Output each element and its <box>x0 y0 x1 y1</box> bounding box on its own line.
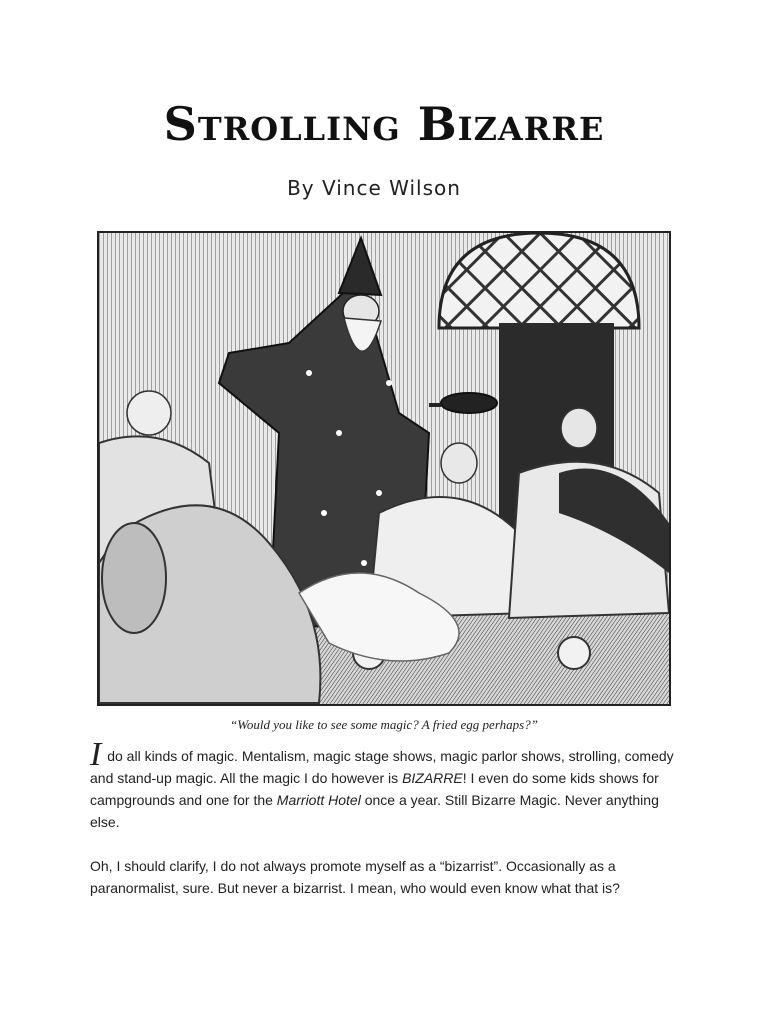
paragraph-2: Oh, I should clarify, I do not always promote myself as a “bizarrist”. Occasionally as a paranormalist, sure. But never a bizarrist. I mean, who would even know what that is? <box>90 858 620 896</box>
emphasis-bizarre: BIZARRE <box>402 770 463 786</box>
illustration-caption: “Would you like to see some magic? A fried egg perhaps?” <box>230 717 538 732</box>
wizard-engraving-image <box>99 233 669 704</box>
emphasis-marriott-hotel: Marriott Hotel <box>276 792 361 808</box>
page-title: Strolling Bizarre <box>163 97 605 151</box>
paragraph-1 <box>90 736 682 833</box>
paragraph-1-text-3: once a year. Still Bizarre Magic. Never anything else. <box>90 792 659 830</box>
illustration-image <box>97 231 671 706</box>
byline: By Vince Wilson <box>287 176 461 200</box>
paragraph-1-text-2: ! I even do some kids shows for campgrounds and one for the <box>90 770 659 808</box>
drop-cap: I <box>90 736 102 773</box>
paragraph-1-text-1: do all kinds of magic. Mentalism, magic stage shows, magic parlor shows, strolling, comedy and stand-up magic. All the magic I do however is <box>90 748 674 786</box>
article-body <box>90 736 682 921</box>
